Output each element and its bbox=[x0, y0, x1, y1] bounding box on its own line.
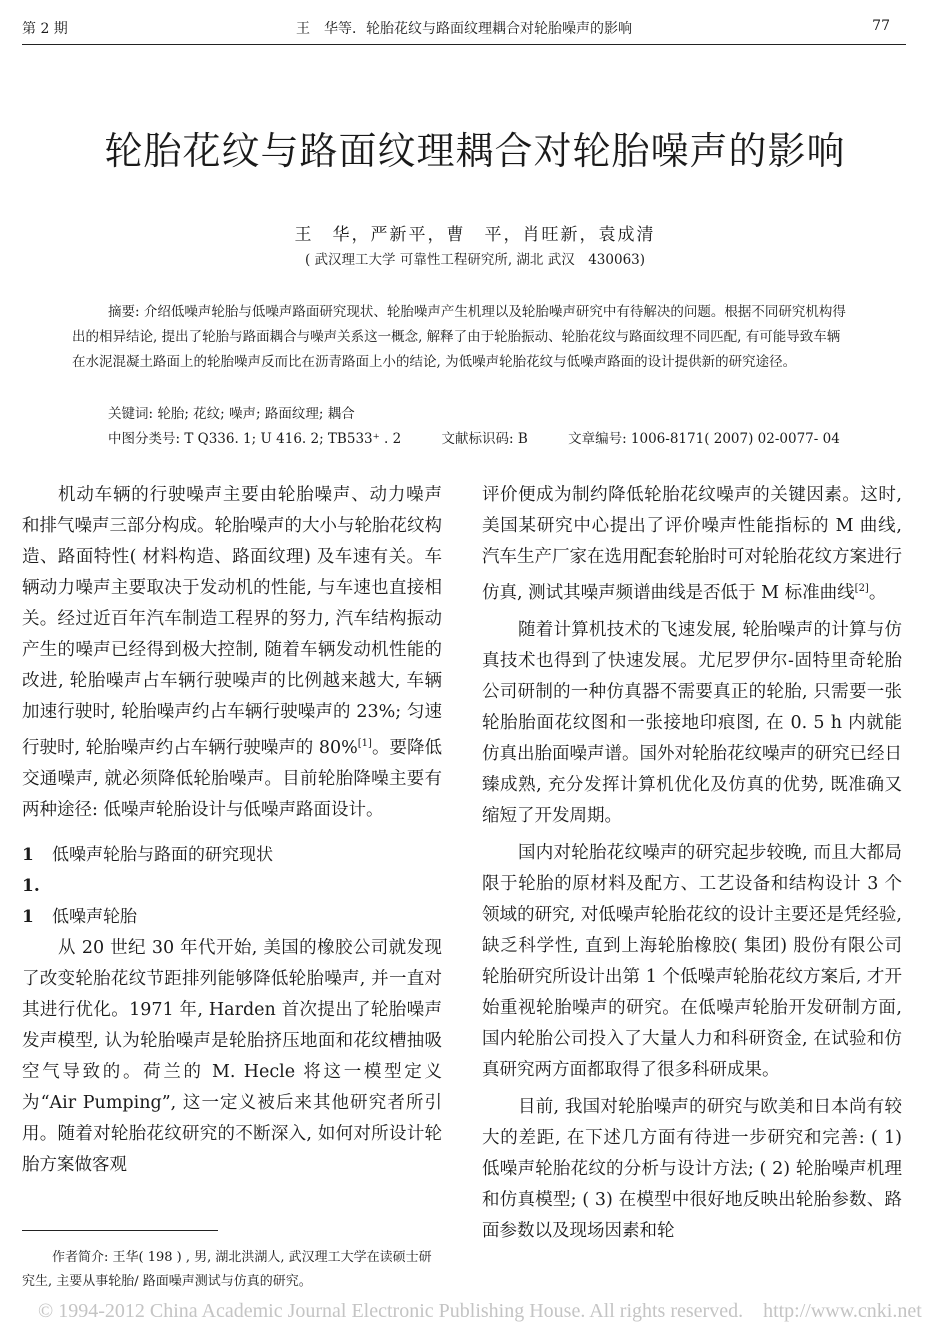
paper-title: 轮胎花纹与路面纹理耦合对轮胎噪声的影响 bbox=[104, 129, 846, 173]
author-footnote: 作者简介: 王华( 198 ) , 男, 湖北洪湖人, 武汉理工大学在读硕士研究生, 主要从事轮胎/ 路面噪声测试与仿真的研究。 bbox=[22, 1250, 432, 1289]
left-column bbox=[22, 480, 442, 1181]
copyright-watermark: © 1994-2012 China Academic Journal Electronic Publishing House. All rights reserved. http://www.cnki.net bbox=[38, 1300, 922, 1322]
citation-ref: [2] bbox=[854, 583, 869, 594]
article-number: 文章编号: 1006-8171( 2007) 02-0077- 04 bbox=[568, 431, 840, 447]
footnote-divider bbox=[22, 1230, 218, 1231]
abstract: 摘要: 介绍低噪声轮胎与低噪声路面研究现状、轮胎噪声产生机理以及轮胎噪声研究中有待解决的问题。根据不同研究机构得出的相异结论, 提出了轮胎与路面耦合与噪声关系这一概念, 解释了由于轮胎振动、轮胎花纹与路面纹理不同匹配, 有可能导致车辆在水泥混凝土路面上的轮胎噪声反而比在沥青路面上小的结论, 为低噪声轮胎花纹与低噪声路面的设计提供新的研究途径。 bbox=[72, 304, 846, 370]
body-paragraph: 机动车辆的行驶噪声主要由轮胎噪声、动力噪声和排气噪声三部分构成。轮胎噪声的大小与轮胎花纹构造、路面特性( 材料构造、路面纹理) 及车速有关。车辆动力噪声主要取决于发动机的性能, 与车速也直接相关。经过近百年汽车制造工程界的努力, 汽车结构振动产生的噪声已经得到极大控制, 随着车辆发动机性能的改进, 轮胎噪声占车辆行驶噪声的比例越来越大, 车辆加速行驶时, 轮胎噪声约占车辆行驶噪声的 23%; 匀速行驶时, 轮胎噪声约占车辆行驶噪声的 80%[1]。要降低交通噪声, 就必须降低轮胎噪声。目前轮胎降噪主要有两种途径: 低噪声轮胎设计与低噪声路面设计。 bbox=[22, 485, 442, 820]
subsection-number: 1. 1 bbox=[22, 875, 40, 927]
body-paragraph: 随着计算机技术的飞速发展, 轮胎噪声的计算与仿真技术也得到了快速发展。尤尼罗伊尔-固特里奇轮胎公司研制的一种仿真器不需要真正的轮胎, 只需要一张轮胎胎面花纹图和一张接地印痕图, 在 0. 5 h 内就能仿真出胎面噪声谱。国外对轮胎花纹噪声的研究已经日臻成熟, 充分发挥计算机优化及仿真的优势, 既准确又缩短了开发周期。 bbox=[482, 619, 902, 826]
subsection-heading bbox=[22, 871, 442, 933]
affiliation: ( 武汉理工大学 可靠性工程研究所, 湖北 武汉 430063) bbox=[304, 252, 646, 268]
classification-line bbox=[108, 427, 840, 447]
clc-number: 中图分类号: T Q336. 1; U 416. 2; TB533⁺ . 2 bbox=[108, 431, 402, 447]
body-paragraph: 评价便成为制约降低轮胎花纹噪声的关键因素。这时, 美国某研究中心提出了评价噪声性能指标的 M 曲线, 汽车生产厂家在选用配套轮胎时可对轮胎花纹方案进行仿真, 测试其噪声频谱曲线是否低于 M 标准曲线[2]。 bbox=[482, 485, 902, 603]
issue-label: 第 2 期 bbox=[22, 21, 68, 37]
section-number: 1 bbox=[22, 844, 34, 865]
running-header bbox=[22, 14, 906, 45]
page-number: 77 bbox=[872, 18, 890, 34]
body-paragraph: 目前, 我国对轮胎噪声的研究与欧美和日本尚有较大的差距, 在下述几方面有待进一步研究和完善: ( 1) 低噪声轮胎花纹的分析与设计方法; ( 2) 轮胎噪声机理和仿真模型; ( 3) 在模型中很好地反映出轮胎参数、路面参数以及现场因素和轮 bbox=[482, 1096, 902, 1241]
section-heading bbox=[22, 840, 442, 871]
right-column bbox=[482, 480, 902, 1247]
body-paragraph: 从 20 世纪 30 年代开始, 美国的橡胶公司就发现了改变轮胎花纹节距排列能够降低轮胎噪声, 并一直对其进行优化。1971 年, Harden 首次提出了轮胎噪声发声模型, 认为轮胎噪声是轮胎挤压地面和花纹槽抽吸空气导致的。荷兰的 M. Hecle 将这一模型定义为“Air Pumping”, 这一定义被后来其他研究者所引用。随着对轮胎花纹研究的不断深入, 如何对所设计轮胎方案做客观 bbox=[22, 937, 442, 1175]
keywords: 关键词: 轮胎; 花纹; 噪声; 路面纹理; 耦合 bbox=[108, 406, 355, 422]
citation-ref: [1] bbox=[357, 738, 372, 749]
subsection-title: 低噪声轮胎 bbox=[52, 906, 137, 927]
section-title: 低噪声轮胎与路面的研究现状 bbox=[52, 844, 273, 865]
document-code: 文献标识码: B bbox=[441, 431, 528, 447]
running-title: 王 华等．轮胎花纹与路面纹理耦合对轮胎噪声的影响 bbox=[296, 21, 632, 37]
author-list: 王 华，严新平，曹 平，肖旺新，袁成清 bbox=[294, 225, 656, 245]
body-paragraph: 国内对轮胎花纹噪声的研究起步较晚, 而且大都局限于轮胎的原材料及配方、工艺设备和结构设计 3 个领域的研究, 对低噪声轮胎花纹的设计主要还是凭经验, 缺乏科学性, 直到上海轮胎橡胶( 集团) 股份有限公司轮胎研究所设计出第 1 个低噪声轮胎花纹方案后, 才开始重视轮胎噪声的研究。在低噪声轮胎开发研制方面, 国内轮胎公司投入了大量人力和科研资金, 在试验和仿真研究两方面都取得了很多科研成果。 bbox=[482, 842, 902, 1080]
